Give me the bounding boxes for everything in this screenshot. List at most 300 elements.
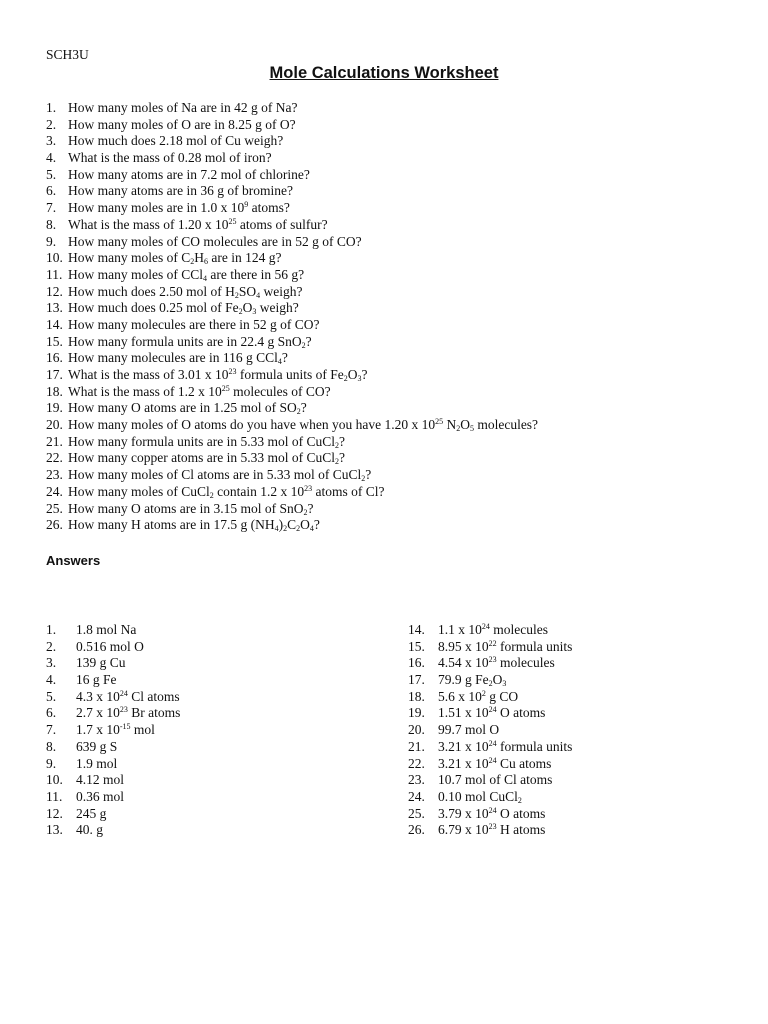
text-run: 79.9 g Fe — [438, 672, 489, 688]
text-run: What is the mass of 0.28 mol of iron? — [68, 150, 272, 166]
question-item-number: 8. — [46, 216, 57, 232]
question-item-text — [68, 167, 310, 182]
superscript: 25 — [228, 216, 237, 226]
text-run: Br atoms — [127, 705, 181, 721]
question-item-text — [68, 450, 345, 465]
question-item — [46, 434, 538, 451]
question-item-text — [68, 350, 288, 365]
text-run: g CO — [485, 688, 519, 704]
text-run: 3.79 x 10 — [438, 805, 489, 821]
question-item — [46, 334, 538, 351]
text-run: SO — [238, 283, 257, 299]
answer-item-text — [438, 822, 545, 837]
question-item-text — [68, 133, 283, 148]
answer-item — [46, 689, 180, 706]
text-run: O atoms — [496, 805, 546, 821]
answer-item — [408, 689, 572, 706]
question-item-text — [68, 150, 272, 165]
text-run: ? — [338, 450, 345, 466]
text-run: How many moles of CCl — [68, 266, 203, 282]
text-run: 639 g S — [76, 738, 118, 754]
answer-item-number: 13. — [46, 822, 63, 838]
superscript: 23 — [119, 705, 128, 715]
question-item-text — [68, 100, 297, 115]
text-run: H atoms — [496, 822, 546, 838]
text-run: How many moles of O are in 8.25 g of O? — [68, 116, 296, 132]
answer-item-number: 25. — [408, 805, 425, 821]
superscript: 24 — [488, 805, 497, 815]
question-list — [46, 100, 538, 534]
question-item-number: 24. — [46, 483, 63, 499]
text-run: Cl atoms — [127, 688, 180, 704]
question-item — [46, 217, 538, 234]
text-run: ) — [278, 517, 284, 533]
subscript: 2 — [190, 257, 195, 267]
answer-list-left — [46, 622, 180, 839]
text-run: ? — [305, 333, 312, 349]
question-item — [46, 183, 538, 200]
answer-item-text — [76, 639, 144, 654]
text-run: How many molecules are there in 52 g of CO? — [68, 316, 320, 332]
answer-item-number: 5. — [46, 688, 57, 704]
text-run: molecules of CO? — [229, 383, 331, 399]
text-run: How many moles of CO molecules are in 52 g of CO? — [68, 233, 362, 249]
answer-item-text — [438, 789, 522, 804]
superscript: 24 — [488, 705, 497, 715]
subscript: 2 — [456, 424, 461, 434]
answer-item — [408, 705, 572, 722]
superscript: 23 — [488, 822, 497, 832]
text-run: O — [460, 417, 470, 433]
answer-item — [408, 722, 572, 739]
answer-item-number: 2. — [46, 638, 57, 654]
question-item-number: 6. — [46, 183, 57, 199]
question-item-text — [68, 434, 345, 449]
text-run: 2.7 x 10 — [76, 705, 120, 721]
answer-item — [46, 639, 180, 656]
answer-item — [408, 772, 572, 789]
superscript: 23 — [228, 367, 237, 376]
answer-item-text — [76, 806, 106, 821]
answer-item-number: 21. — [408, 738, 425, 754]
text-run: 8.95 x 10 — [438, 638, 489, 654]
answer-item — [408, 639, 572, 656]
superscript: 2 — [481, 688, 486, 698]
subscript: 2 — [296, 524, 301, 534]
text-run: How much does 2.50 mol of H — [68, 283, 235, 299]
question-item-number: 1. — [46, 100, 57, 115]
text-run: 4.54 x 10 — [438, 655, 489, 671]
text-run: ? — [361, 367, 368, 382]
answer-item-number: 18. — [408, 688, 425, 704]
question-item — [46, 517, 538, 534]
question-item-number: 17. — [46, 367, 63, 382]
answer-item-text — [76, 756, 117, 771]
question-item — [46, 317, 538, 334]
question-item-number: 10. — [46, 250, 63, 266]
text-run: atoms of Cl? — [312, 483, 385, 499]
answer-item-text — [438, 772, 552, 787]
answer-item-number: 15. — [408, 638, 425, 654]
question-item-text — [68, 517, 320, 532]
text-run: How many moles of C — [68, 250, 191, 266]
question-item — [46, 133, 538, 150]
superscript: 24 — [488, 738, 497, 748]
text-run: How many O atoms are in 3.15 mol of SnO — [68, 500, 304, 516]
answer-item — [408, 756, 572, 773]
answer-item-number: 12. — [46, 805, 63, 821]
text-run: 245 g — [76, 805, 107, 821]
text-run: are there in 56 g? — [207, 266, 305, 282]
answer-item — [408, 655, 572, 672]
text-run: mol — [130, 722, 155, 738]
answer-item-text — [438, 655, 555, 670]
superscript: 25 — [221, 383, 230, 393]
answer-item-number: 8. — [46, 738, 57, 754]
answer-item — [408, 672, 572, 689]
text-run: What is the mass of 1.20 x 10 — [68, 216, 229, 232]
question-item — [46, 250, 538, 267]
text-run: How many atoms are in 36 g of bromine? — [68, 183, 293, 199]
question-item — [46, 167, 538, 184]
text-run: How many moles of CuCl — [68, 483, 210, 499]
answer-item-number: 4. — [46, 672, 57, 688]
answers-heading: Answers — [46, 553, 101, 568]
answer-item-text — [438, 639, 572, 654]
subscript: 2 — [296, 407, 301, 417]
question-item — [46, 300, 538, 317]
superscript: 24 — [481, 622, 490, 631]
text-run: How many moles are in 1.0 x 10 — [68, 200, 245, 216]
question-item — [46, 450, 538, 467]
answer-item-number: 24. — [408, 788, 425, 804]
superscript: 24 — [119, 688, 128, 698]
superscript: 22 — [488, 638, 497, 648]
text-run: What is the mass of 1.2 x 10 — [68, 383, 222, 399]
question-item-number: 15. — [46, 333, 63, 349]
answer-item-text — [438, 705, 545, 720]
question-item-text — [68, 467, 371, 482]
subscript: 2 — [517, 795, 522, 805]
answer-item-number: 6. — [46, 705, 57, 721]
question-item-number: 22. — [46, 450, 63, 466]
answer-item-text — [76, 822, 103, 837]
text-run: How many O atoms are in 1.25 mol of SO — [68, 400, 297, 416]
answer-item-text — [76, 655, 126, 670]
text-run: How much does 0.25 mol of Fe — [68, 300, 239, 316]
question-item — [46, 234, 538, 251]
text-run: molecules? — [473, 417, 539, 433]
text-run: O — [492, 672, 503, 688]
question-item-text — [68, 217, 328, 232]
answer-item-text — [438, 806, 545, 821]
question-item — [46, 267, 538, 284]
question-item-text — [68, 417, 538, 432]
answer-item-number: 20. — [408, 722, 425, 738]
text-run: O — [300, 517, 310, 533]
answer-item-text — [76, 789, 124, 804]
answer-item-text — [76, 739, 117, 754]
question-item-number: 23. — [46, 467, 63, 483]
subscript: 2 — [488, 679, 493, 689]
answer-item — [46, 622, 180, 639]
subscript: 2 — [334, 457, 339, 467]
question-item-text — [68, 501, 313, 516]
text-run: 1.8 mol Na — [76, 622, 137, 637]
text-run: molecules — [489, 622, 548, 637]
answer-list-right — [408, 622, 572, 839]
subscript: 2 — [303, 507, 308, 517]
subscript: 2 — [234, 290, 239, 300]
superscript: 23 — [304, 483, 313, 493]
question-item-text — [68, 300, 299, 315]
text-run: How many moles of Cl atoms are in 5.33 mol of CuCl — [68, 467, 362, 483]
question-item — [46, 501, 538, 518]
answer-item-number: 11. — [46, 788, 63, 804]
text-run: How many H atoms are in 17.5 g (NH — [68, 517, 275, 533]
question-item — [46, 284, 538, 301]
answer-item-text — [76, 705, 180, 720]
question-item-text — [68, 334, 312, 349]
text-run: How many copper atoms are in 5.33 mol of CuCl — [68, 450, 335, 466]
question-item — [46, 384, 538, 401]
text-run: 3.21 x 10 — [438, 755, 489, 771]
question-item-text — [68, 117, 296, 132]
subscript: 2 — [283, 524, 288, 534]
question-item-text — [68, 284, 302, 299]
subscript: 2 — [343, 374, 348, 383]
superscript: 25 — [435, 417, 444, 427]
subscript: 4 — [203, 273, 207, 283]
answer-item — [408, 806, 572, 823]
text-run: weigh? — [256, 300, 299, 316]
question-item — [46, 367, 538, 384]
question-item — [46, 400, 538, 417]
text-run: How much does 2.18 mol of Cu weigh? — [68, 133, 284, 149]
text-run: ? — [281, 350, 288, 366]
answer-item-number: 23. — [408, 772, 425, 788]
question-item-number: 20. — [46, 417, 63, 433]
question-item-number: 2. — [46, 116, 57, 132]
question-item-number: 16. — [46, 350, 63, 366]
answer-item-number: 3. — [46, 655, 57, 671]
answer-item-text — [76, 672, 117, 687]
answer-item-number: 22. — [408, 755, 425, 771]
text-run: How many formula units are in 5.33 mol of CuCl — [68, 433, 335, 449]
question-item-number: 19. — [46, 400, 63, 416]
subscript: 3 — [357, 374, 362, 383]
superscript: 23 — [488, 655, 497, 665]
answer-item — [46, 672, 180, 689]
text-run: 5.6 x 10 — [438, 688, 482, 704]
answer-item-text — [76, 772, 124, 787]
subscript: 2 — [209, 490, 214, 500]
question-item-number: 4. — [46, 150, 57, 166]
superscript: 9 — [244, 200, 249, 210]
text-run: How many moles of O atoms do you have when you have 1.20 x 10 — [68, 417, 436, 433]
text-run: 16 g Fe — [76, 672, 117, 688]
answer-item-text — [438, 689, 518, 704]
text-run: 3.21 x 10 — [438, 738, 489, 754]
answer-item-number: 17. — [408, 672, 425, 688]
question-item-text — [68, 317, 320, 332]
question-item-text — [68, 183, 293, 198]
text-run: formula units of Fe — [236, 367, 344, 382]
text-run: 1.51 x 10 — [438, 705, 489, 721]
answer-item-number: 9. — [46, 755, 57, 771]
text-run: H — [194, 250, 204, 266]
subscript: 4 — [256, 290, 261, 300]
answer-item-number: 26. — [408, 822, 425, 838]
text-run: 1.9 mol — [76, 755, 118, 771]
answer-item — [46, 722, 180, 739]
answer-item — [408, 739, 572, 756]
text-run: O — [347, 367, 358, 382]
answer-item — [46, 806, 180, 823]
question-item — [46, 200, 538, 217]
answer-item-text — [438, 756, 551, 771]
text-run: How many molecules are in 116 g CCl — [68, 350, 278, 366]
text-run: are in 124 g? — [208, 250, 282, 266]
question-item-number: 3. — [46, 133, 57, 149]
text-run: molecules — [496, 655, 555, 671]
text-run: ? — [313, 517, 320, 533]
answer-item — [408, 622, 572, 639]
superscript: -15 — [119, 722, 131, 732]
question-item-number: 11. — [46, 266, 63, 282]
text-run: formula units — [496, 638, 573, 654]
answer-item-text — [438, 622, 548, 637]
answer-item-text — [76, 622, 136, 637]
answer-item-number: 1. — [46, 622, 57, 637]
text-run: How many atoms are in 7.2 mol of chlorine? — [68, 166, 310, 182]
text-run: 6.79 x 10 — [438, 822, 489, 838]
text-run: O atoms — [496, 705, 546, 721]
text-run: contain 1.2 x 10 — [213, 483, 305, 499]
text-run: 40. g — [76, 822, 103, 838]
question-item-number: 18. — [46, 383, 63, 399]
text-run: 4.3 x 10 — [76, 688, 120, 704]
question-item-text — [68, 484, 385, 499]
text-run: How many moles of Na are in 42 g of Na? — [68, 100, 298, 115]
superscript: 24 — [488, 755, 497, 765]
text-run: 0.10 mol CuCl — [438, 788, 518, 804]
text-run: 0.516 mol O — [76, 638, 144, 654]
question-item — [46, 350, 538, 367]
question-item — [46, 117, 538, 134]
text-run: 1.1 x 10 — [438, 622, 482, 637]
question-item-text — [68, 267, 304, 282]
subscript: 6 — [204, 257, 208, 267]
text-run: atoms of sulfur? — [236, 216, 328, 232]
question-item-number: 14. — [46, 316, 63, 332]
subscript: 4 — [277, 357, 282, 367]
answer-item — [46, 822, 180, 839]
answer-item-number: 14. — [408, 622, 425, 637]
answer-item-number: 7. — [46, 722, 57, 738]
page-title: Mole Calculations Worksheet — [269, 64, 499, 82]
answer-item-text — [438, 739, 572, 754]
answer-item-text — [438, 672, 506, 687]
subscript: 3 — [502, 679, 507, 689]
text-run: 4.12 mol — [76, 772, 125, 788]
answer-item-number: 16. — [408, 655, 425, 671]
text-run: 10.7 mol of Cl atoms — [438, 772, 553, 788]
text-run: C — [287, 517, 297, 533]
subscript: 2 — [301, 340, 306, 350]
text-run: What is the mass of 3.01 x 10 — [68, 367, 229, 382]
question-item-text — [68, 234, 362, 249]
subscript: 2 — [238, 307, 243, 317]
question-item-number: 5. — [46, 166, 57, 182]
question-item-text — [68, 250, 281, 265]
answer-item-text — [76, 722, 155, 737]
question-item-text — [68, 384, 331, 399]
question-item-number: 25. — [46, 500, 63, 516]
text-run: N — [443, 417, 457, 433]
question-item — [46, 100, 538, 117]
subscript: 5 — [469, 424, 474, 434]
text-run: 139 g Cu — [76, 655, 126, 671]
answer-item — [46, 705, 180, 722]
answer-item-number: 10. — [46, 772, 63, 788]
subscript: 2 — [334, 440, 339, 450]
text-run: O — [242, 300, 253, 316]
answer-item — [46, 655, 180, 672]
text-run: formula units — [496, 738, 573, 754]
question-item-number: 9. — [46, 233, 57, 249]
question-item — [46, 484, 538, 501]
answer-item — [46, 789, 180, 806]
subscript: 4 — [309, 524, 314, 534]
question-item-number: 13. — [46, 300, 63, 316]
question-item-text — [68, 200, 290, 215]
subscript: 4 — [274, 524, 279, 534]
question-item — [46, 467, 538, 484]
text-run: ? — [338, 433, 345, 449]
subscript: 2 — [361, 474, 366, 484]
question-item-number: 26. — [46, 517, 63, 533]
text-run: ? — [300, 400, 307, 416]
text-run: ? — [307, 500, 314, 516]
question-item-text — [68, 400, 307, 415]
answer-item-number: 19. — [408, 705, 425, 721]
answer-item-text — [438, 722, 499, 737]
answer-item-text — [76, 689, 180, 704]
question-item-number: 7. — [46, 200, 57, 216]
text-run: ? — [365, 467, 372, 483]
question-item-number: 21. — [46, 433, 63, 449]
subscript: 3 — [252, 307, 257, 317]
answer-item — [46, 772, 180, 789]
text-run: 1.7 x 10 — [76, 722, 120, 738]
question-item-text — [68, 367, 367, 382]
text-run: atoms? — [248, 200, 290, 216]
text-run: How many formula units are in 22.4 g SnO — [68, 333, 302, 349]
course-code: SCH3U — [46, 47, 89, 62]
text-run: 0.36 mol — [76, 788, 125, 804]
answer-item — [46, 756, 180, 773]
answer-item — [46, 739, 180, 756]
question-item — [46, 417, 538, 434]
text-run: 99.7 mol O — [438, 722, 500, 738]
answer-item — [408, 822, 572, 839]
text-run: weigh? — [260, 283, 303, 299]
text-run: Cu atoms — [496, 755, 552, 771]
question-item-number: 12. — [46, 283, 63, 299]
question-item — [46, 150, 538, 167]
answer-item — [408, 789, 572, 806]
